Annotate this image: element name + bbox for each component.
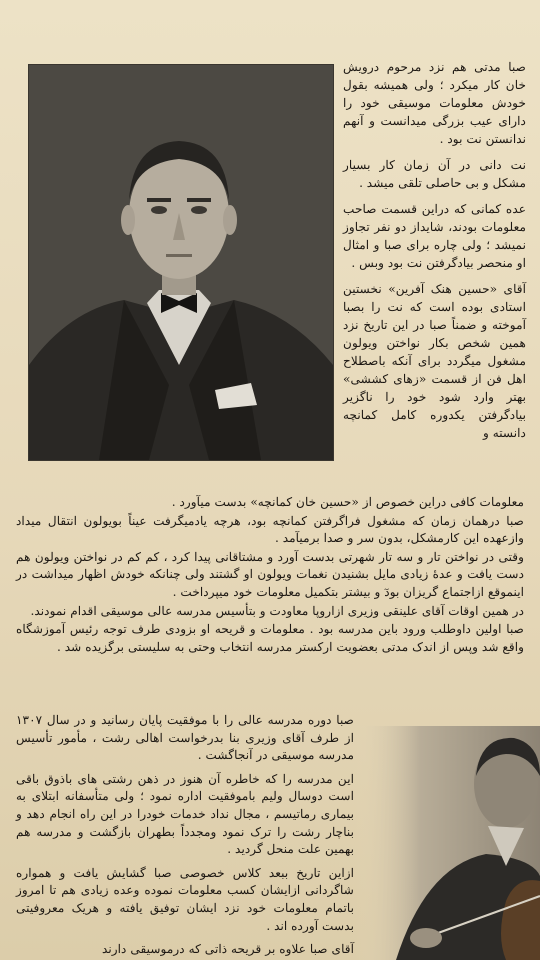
paragraph: صبا اولین داوطلب ورود باین مدرسه بود . معلومات و قریحه او بزودی طرف توجه رئیس آموزشگاه واقع شد وپس از اندک مدتی بعضویت ارکستر مدرسه انتخاب وحتی به سلیستی برگزیده شد . <box>16 622 524 654</box>
portrait-photo <box>29 65 333 460</box>
paragraph: عده کمانی که دراین قسمت صاحب معلومات بودند، شایداز دو نفر تجاوز نمیشد ؛ ولی چاره برای صبا و امثال او منحصر بیادگرفتن نت بود وبس . <box>343 202 526 270</box>
right-text-column <box>343 58 526 450</box>
paragraph: صبا درهمان زمان که مشغول فراگرفتن کمانچه بود، هرچه یادمیگرفت عیناً بویولون انتقال میداد وازعهده این کارمشکل، بدون سر و صدا برمیآمد . <box>16 513 524 546</box>
full-width-text-block <box>16 494 524 657</box>
paragraph: آقای صبا علاوه بر قریحه ذاتی که درموسیقی دارند <box>101 942 354 957</box>
paragraph: آقای «حسین هنک آفرین» نخستین استادی بوده است که نت را بصبا آموخته و ضمناً صبا در این تاریخ نزد همین شخص بکار نواختن ویولون مشغول میگردد برای آنکه باصطلاح اهل فن از قسمت «زهای کششی» بهتر وارد شود خود را ناگزیر بیادگرفتن یکدوره کامل کمانچه دانسته و <box>343 282 526 440</box>
lower-text-column <box>16 712 354 960</box>
paragraph: ازاین تاریخ ببعد کلاس خصوصی صبا گشایش یافت و همواره شاگردانی ازایشان کسب معلومات نموده وعده زیادی هم تا امروز باتمام معلومات خود نزد ایشان توفیق یافته و هریک معروفیتی بدست آورده اند . <box>16 865 354 933</box>
paragraph: این مدرسه را که خاطره آن هنوز در ذهن رشتی های باذوق باقی است دوسال ولیم باموفقیت اداره نمود ؛ ولی متأسفانه ابتلای به بیماری رماتیسم ، مجال نداد خدمات خودرا در این راه انجام دهد و بناچار رشت را ترک نمود ومجدداً بطهران بازگشت و مدرسه هم بهمین علت منحل گردید . <box>16 771 354 857</box>
paragraph: صبا مدتی هم نزد مرحوم درویش خان کار میکرد ؛ ولی همیشه بقول خودش معلومات موسیقی خود را دارای عیب بزرگی میدانست و آنهم ندانستن نت بود . <box>343 60 526 146</box>
paragraph: وقتی در نواختن تار و سه تار شهرتی بدست آورد و مشتاقانی پیدا کرد ، کم کم در نواختن ویولون هم دست یافت و عدهٔ زیادی مایل بشنیدن نغمات ویولون او گشتند ولی چنانکه خودش اظهار میداشت در اینموقع ازاجتماع گریزان بودٓ و بیشتر بتکمیل معلومات خود میپرداخت . <box>16 549 524 599</box>
paragraph: معلومات کافی دراین خصوص از «حسین خان کمانچه» بدست میآورد . <box>171 495 524 509</box>
violinist-photo <box>356 726 540 960</box>
paragraph: نت دانی در آن زمان کار بسیار مشکل و بی حاصلی تلقی میشد . <box>343 158 526 190</box>
paragraph: صبا دوره مدرسه عالی را با موفقیت پایان رسانید و در سال ۱۳۰۷ از طرف آقای وزیری بنا بدرخواست اهالی رشت ، مأمور تأسیس مدرسه موسیقی در آنجاگشت . <box>16 713 354 763</box>
paragraph: در همین اوقات آقای علینقی وزیری ازاروپا معاودت و بتأسیس مدرسه عالی موسیقی اقدام نمودند. <box>30 603 524 618</box>
